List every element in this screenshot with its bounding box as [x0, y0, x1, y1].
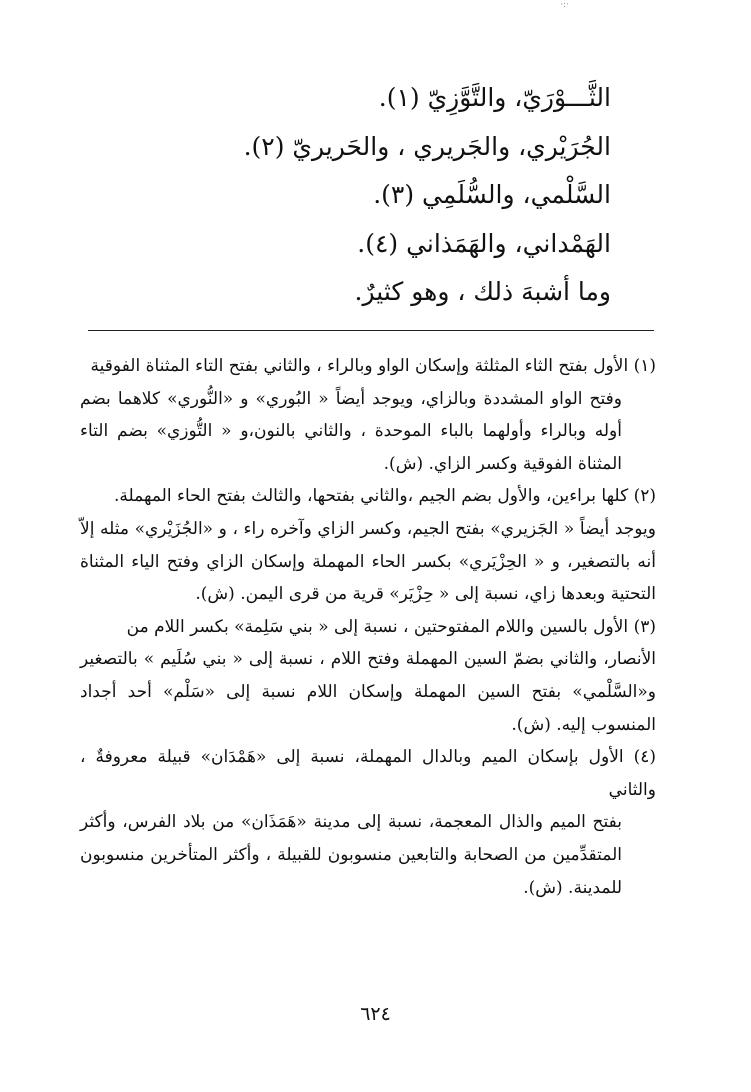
footnote-4: [80, 741, 656, 904]
footnote-number: (٤): [633, 747, 657, 768]
footnote-number: (١): [633, 356, 656, 376]
main-text-line: الجُرَيْري، والجَريري ، والحَريريّ (٢).: [243, 131, 611, 161]
footnote-3: [80, 611, 656, 741]
footnote-separator: [88, 330, 654, 331]
footnote-first-line: [80, 480, 656, 513]
footnote-continuation: الأنصار، والثاني بضمّ السين المهملة وفتح اللام ، نسبة إلى « بني سُلَيم » بالتصغير و«السَّلْمي» بفتح السين المهملة وإسكان اللام نسبة إلى «سَلْم» أحد أجداد المنسوب إليه. (ش).: [80, 649, 656, 735]
main-text-line: السَّلْمي، والسُّلَمِي (٣).: [373, 180, 611, 209]
footnote-text: كلها براءين، والأول بضم الجيم ،والثاني بفتحها، والثالث بفتح الحاء المهملة.: [114, 486, 629, 507]
footnote-text: الأول بفتح الثاء المثلثة وإسكان الواو وبالراء ، والثاني بفتح التاء المثناة الفوقية: [90, 356, 629, 376]
footnote-first-line: [80, 350, 656, 383]
main-text-block: [131, 74, 611, 317]
footnote-1: [80, 350, 656, 480]
page-number: ٦٢٤: [360, 1003, 391, 1025]
main-text-line: الهَمْداني، والهَمَذاني (٤).: [357, 228, 611, 258]
footnote-number: (٢): [633, 486, 656, 507]
footnote-text: الأول بإسكان الميم وبالدال المهملة، نسبة إلى «هَمْدَان» قبيلة معروفةٌ ، والثاني: [80, 747, 656, 800]
footnote-number: (٣): [633, 616, 656, 637]
footnote-continuation: وفتح الواو المشددة وبالزاي، ويوجد أيضاً « البُوري» و «النُّوري» كلاهما بضم أوله وبالراء وأولهما بالباء الموحدة ، والثاني بالنون،و « التُّوزي» بضم التاء المثناة الفوقية وكسر الزاي. (ش).: [80, 388, 622, 474]
scan-mark: ·:·: [560, 0, 569, 10]
footnote-continuation: بفتح الميم والذال المعجمة، نسبة إلى مدينة «هَمَذَان» من بلاد الفرس، وأكثر المتقدِّمين من الصحابة والتابعين منسوبون للقبيلة ، وأكثر المتأخرين منسوبون للمدينة. (ش).: [80, 812, 622, 898]
footnote-text: الأول بالسين واللام المفتوحتين ، نسبة إلى « بني سَلِمة» بكسر اللام من: [126, 616, 629, 637]
footnote-2: [80, 480, 656, 610]
main-text-line: وما أشبهَ ذلك ، وهو كثيرٌ.: [354, 277, 611, 306]
main-text-line: الثَّـــوْرَيّ، والتَّوَّزِيّ (١).: [378, 83, 611, 112]
footnote-first-line: [80, 741, 656, 806]
footnote-first-line: [80, 611, 656, 644]
footnotes-block: [80, 350, 656, 904]
footnote-continuation: ويوجد أيضاً « الجَزيري» بفتح الجيم، وكسر الزاي وآخره راء ، و «الجُزَيْري» مثله إلاّ أنه بالتصغير، و « الحِزْيَري» بكسر الحاء المهملة وإسكان الزاي وفتح الياء المثناة التحتية وبعدها زاي، نسبة إلى « حِزْيَر» قرية من قرى اليمن. (ش).: [80, 518, 656, 605]
